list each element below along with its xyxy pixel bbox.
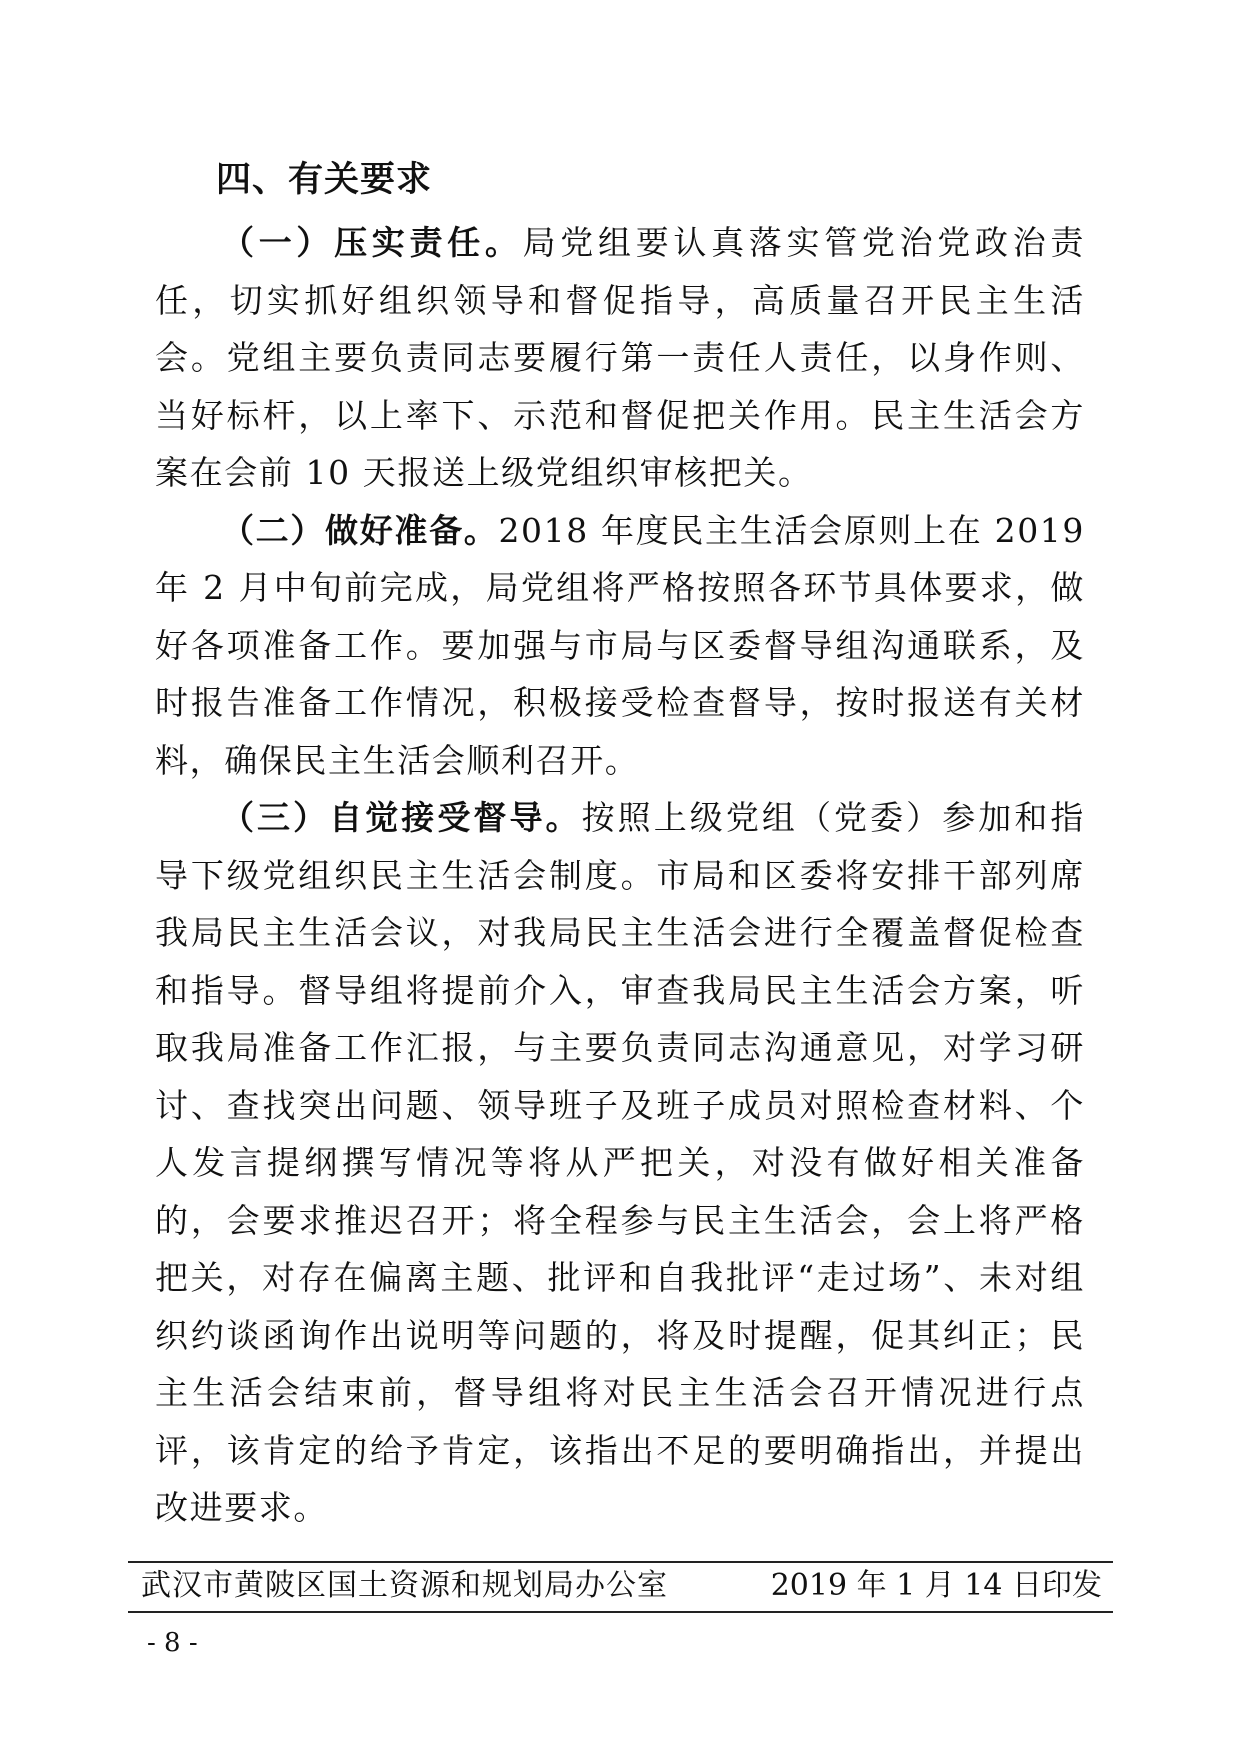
paragraph-text: 局党组要认真落实管党治党政治责任，切实抓好组织领导和督促指导，高质量召开民主生活会。党组主要负责同志要履行第一责任人责任，以身作则、当好标杆，以上率下、示范和督促把关作用。民主生活会方案在会前 10 天报送上级党组织审核把关。 (155, 223, 1086, 492)
footer-organization: 武汉市黄陂区国土资源和规划局办公室 (141, 1568, 668, 1603)
paragraph-lead: （一）压实责任。 (221, 223, 523, 262)
footer-top-rule (128, 1561, 1113, 1563)
page-number: - 8 - (147, 1628, 198, 1658)
paragraph-text: 2018 年度民主生活会原则上在 2019 年 2 月中旬前完成，局党组将严格按照各环节具体要求，做好各项准备工作。要加强与市局与区委督导组沟通联系，及时报告准备工作情况，积极接受检查督导，按时报送有关材料，确保民主生活会顺利召开。 (155, 510, 1085, 780)
footer-bottom-rule (128, 1611, 1113, 1613)
paragraph-preparation (155, 502, 1085, 790)
section-heading: 四、有关要求 (216, 160, 433, 200)
footer-print-date: 2019 年 1 月 14 日印发 (770, 1568, 1102, 1603)
paragraph-responsibility (155, 214, 1085, 502)
paragraph-supervision (155, 789, 1085, 1537)
body-text (155, 214, 1085, 1537)
paragraph-text: 按照上级党组（党委）参加和指导下级党组织民主生活会制度。市局和区委将安排干部列席我局民主生活会议，对我局民主生活会进行全覆盖督促检查和指导。督导组将提前介入，审查我局民主生活会方案，听取我局准备工作汇报，与主要负责同志沟通意见，对学习研讨、查找突出问题、领导班子及班子成员对照检查材料、个人发言提纲撰写情况等将从严把关，对没有做好相关准备的，会要求推迟召开；将全程参与民主生活会，会上将严格把关，对存在偏离主题、批评和自我批评“走过场”、未对组织约谈函询作出说明等问题的，将及时提醒，促其纠正；民主生活会结束前，督导组将对民主生活会召开情况进行点评，该肯定的给予肯定，该指出不足的要明确指出，并提出改进要求。 (155, 798, 1085, 1527)
paragraph-lead: （二）做好准备。 (221, 510, 499, 550)
paragraph-lead: （三）自觉接受督导。 (221, 798, 582, 837)
